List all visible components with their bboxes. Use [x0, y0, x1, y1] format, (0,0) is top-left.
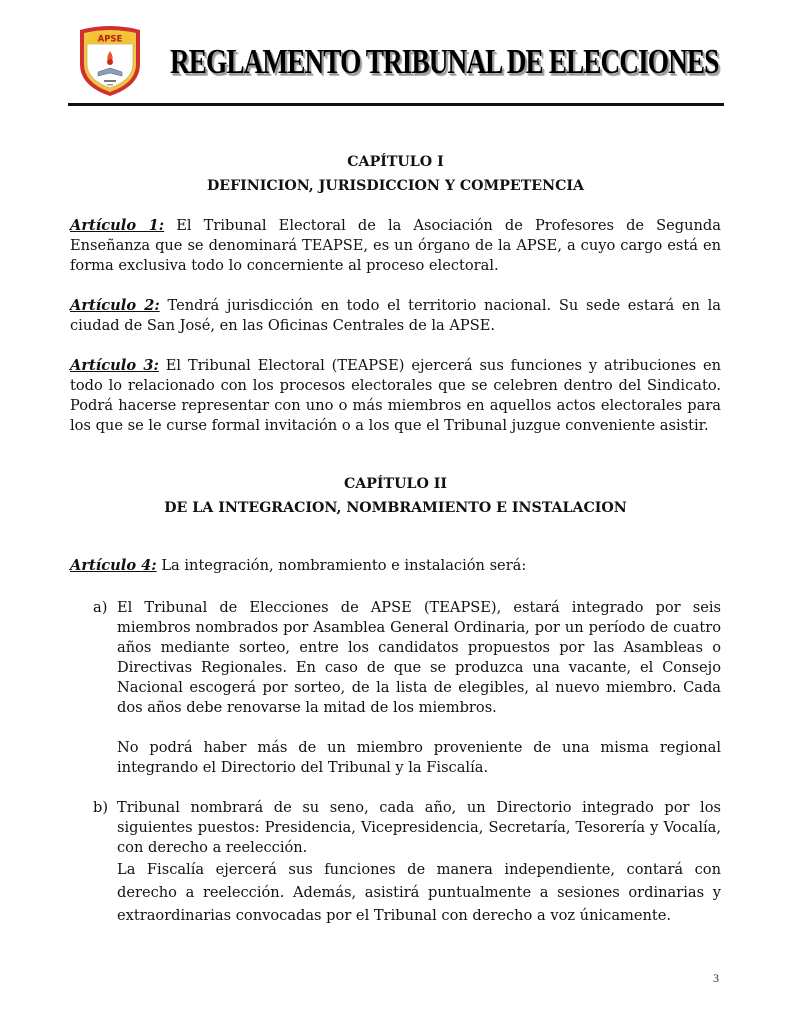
article-text: El Tribunal Electoral de la Asociación de Profesores de Segunda Enseñanza que se denominará TEAPSE, es un órgano de la APSE, a cuyo cargo está en forma exclusiva todo lo concerniente al proceso electoral.: [70, 217, 721, 274]
apse-logo-icon: [76, 24, 144, 98]
list-marker: b): [93, 799, 109, 816]
svg-text:APSE: APSE: [97, 34, 123, 45]
document-body: [70, 150, 721, 927]
chapter-subheading: DE LA INTEGRACION, NOMBRAMIENTO E INSTALACION: [164, 500, 627, 516]
article-text: El Tribunal Electoral (TEAPSE) ejercerá sus funciones y atribuciones en todo lo relacionado con los procesos electorales que se celebren dentro del Sindicato. Podrá hacerse representar con uno o más miembros en aquellos actos electorales para los que se le curse formal invitación o a los que el Tribunal juzgue conveniente asistir.: [70, 357, 721, 434]
header-divider: [68, 103, 724, 106]
article-label: Artículo 2:: [70, 297, 160, 314]
article-label: Artículo 1:: [70, 217, 165, 234]
list-item-a: [70, 598, 721, 778]
article-label: Artículo 4:: [70, 557, 157, 574]
list-paragraph: La Fiscalía ejercerá sus funciones de manera independiente, contará con derecho a reelección. Además, asistirá puntualmente a sesiones ordinarias y extraordinarias convocadas por el Tribunal con derecho a voz únicamente.: [117, 861, 721, 924]
article-text: La integración, nombramiento e instalación será:: [156, 557, 527, 574]
chapter-1: [70, 150, 721, 436]
article-4-list: [70, 598, 721, 927]
article-3: [70, 356, 721, 436]
article-2: [70, 296, 721, 336]
list-paragraph: El Tribunal de Elecciones de APSE (TEAPSE), estará integrado por seis miembros nombrados por Asamblea General Ordinaria, por un período de cuatro años mediante sorteo, entre los candidatos propuestos por las Asambleas o Directivas Regionales. En caso de que se produzca una vacante, el Consejo Nacional escogerá por sorteo, de la lista de elegibles, al nuevo miembro. Cada dos años debe renovarse la mitad de los miembros.: [117, 599, 721, 716]
chapter-subheading: DEFINICION, JURISDICCION Y COMPETENCIA: [206, 178, 585, 194]
chapter-2: [70, 472, 721, 927]
list-paragraph: No podrá haber más de un miembro proveniente de una misma regional integrando el Directorio del Tribunal y la Fiscalía.: [117, 739, 721, 776]
chapter-heading: CAPÍTULO I: [347, 154, 444, 170]
article-4: [70, 556, 721, 576]
page-number: 3: [713, 971, 719, 985]
list-item-b: [70, 798, 721, 927]
article-label: Artículo 3:: [70, 357, 159, 374]
page-header: [0, 0, 792, 110]
article-1: [70, 216, 721, 276]
list-marker: a): [93, 599, 108, 616]
list-paragraph: Tribunal nombrará de su seno, cada año, un Directorio integrado por los siguientes puestos: Presidencia, Vicepresidencia, Secretaría, Tesorería y Vocalía, con derecho a reelección.: [117, 799, 721, 856]
article-text: Tendrá jurisdicción en todo el territorio nacional. Su sede estará en la ciudad de San José, en las Oficinas Centrales de la APSE.: [70, 297, 721, 334]
chapter-heading: CAPÍTULO II: [343, 476, 448, 492]
document-title: REGLAMENTO TRIBUNAL DE ELECCIONES: [170, 42, 719, 81]
